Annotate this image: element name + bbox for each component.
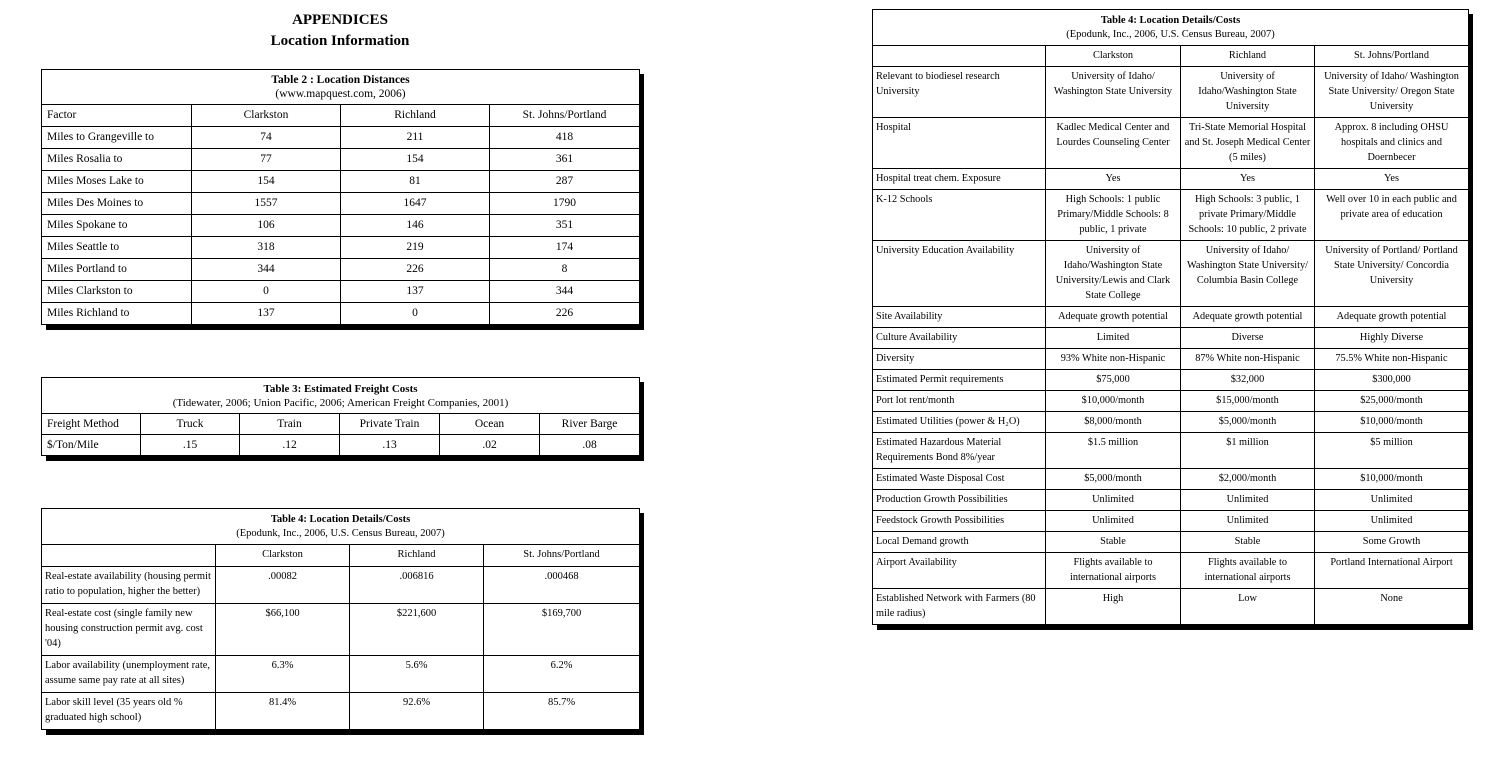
table-cell: 226 xyxy=(341,259,490,281)
table-row xyxy=(42,656,640,693)
table-cell: 85.7% xyxy=(484,693,640,730)
row-label: Port lot rent/month xyxy=(873,391,1046,412)
table-cell: 74 xyxy=(192,127,341,149)
row-label: Miles Richland to xyxy=(42,303,192,325)
row-label: K-12 Schools xyxy=(873,190,1046,241)
table-cell: 174 xyxy=(490,237,640,259)
table-cell: None xyxy=(1315,589,1469,625)
column-header xyxy=(873,46,1046,67)
table-row xyxy=(873,328,1469,349)
table-row xyxy=(42,259,640,281)
table-cell: $8,000/month xyxy=(1046,412,1181,433)
table-cell: 8 xyxy=(490,259,640,281)
table-cell: .000468 xyxy=(484,567,640,604)
table-cell: Kadlec Medical Center and Lourdes Counseling Center xyxy=(1046,118,1181,169)
table-cell: Some Growth xyxy=(1315,532,1469,553)
table-row xyxy=(873,391,1469,412)
table-cell: $2,000/month xyxy=(1181,469,1315,490)
row-label: Estimated Permit requirements xyxy=(873,370,1046,391)
row-label: Hospital treat chem. Exposure xyxy=(873,169,1046,190)
row-label: Real-estate availability (housing permit ratio to population, higher the better) xyxy=(42,567,216,604)
row-label: Airport Availability xyxy=(873,553,1046,589)
table-row xyxy=(42,215,640,237)
table-row xyxy=(873,553,1469,589)
column-header: Ocean xyxy=(440,414,540,435)
table-cell: $5,000/month xyxy=(1046,469,1181,490)
table-cell: $169,700 xyxy=(484,604,640,656)
table-cell: $32,000 xyxy=(1181,370,1315,391)
table-header-row xyxy=(42,105,640,127)
table-cell: 344 xyxy=(490,281,640,303)
table-cell: Unlimited xyxy=(1315,511,1469,532)
table-cell: Adequate growth potential xyxy=(1046,307,1181,328)
table-cell: $25,000/month xyxy=(1315,391,1469,412)
table-cell: University of Idaho/Washington State University xyxy=(1181,67,1315,118)
table-cell: Unlimited xyxy=(1181,511,1315,532)
table-row xyxy=(42,193,640,215)
table-cell: 318 xyxy=(192,237,341,259)
table-cell: Yes xyxy=(1046,169,1181,190)
table-cell: $1 million xyxy=(1181,433,1315,469)
row-label: Miles Des Moines to xyxy=(42,193,192,215)
table-source: (www.mapquest.com, 2006) xyxy=(275,88,406,100)
table-cell: High xyxy=(1046,589,1181,625)
table-cell: .08 xyxy=(540,435,640,456)
table-row xyxy=(873,241,1469,307)
table-cell: $75,000 xyxy=(1046,370,1181,391)
table-cell: Unlimited xyxy=(1046,490,1181,511)
table-row xyxy=(873,118,1469,169)
table-cell: $221,600 xyxy=(350,604,484,656)
heading-line2: Location Information xyxy=(270,33,410,49)
table-cell: Stable xyxy=(1046,532,1181,553)
table-cell: Unlimited xyxy=(1181,490,1315,511)
table-cell: University of Idaho/Washington State University/Lewis and Clark State College xyxy=(1046,241,1181,307)
row-label: Labor availability (unemployment rate, assume same pay rate at all sites) xyxy=(42,656,216,693)
column-header xyxy=(42,545,216,567)
column-header: Freight Method xyxy=(42,414,141,435)
table-cell: Highly Diverse xyxy=(1315,328,1469,349)
table-cell: University of Idaho/ Washington State University/ Columbia Basin College xyxy=(1181,241,1315,307)
table-header-row xyxy=(873,46,1469,67)
table-cell: .00082 xyxy=(216,567,350,604)
table-cell: Adequate growth potential xyxy=(1181,307,1315,328)
table-cell: 287 xyxy=(490,171,640,193)
table-cell: 1647 xyxy=(341,193,490,215)
table-cell: $1.5 million xyxy=(1046,433,1181,469)
table-cell: University of Portland/ Portland State University/ Concordia University xyxy=(1315,241,1469,307)
table-cell: $10,000/month xyxy=(1315,469,1469,490)
row-label: Local Demand growth xyxy=(873,532,1046,553)
table-cell: 1790 xyxy=(490,193,640,215)
table-cell: 0 xyxy=(341,303,490,325)
column-header: Richland xyxy=(341,105,490,127)
row-label: Diversity xyxy=(873,349,1046,370)
table-cell: Portland International Airport xyxy=(1315,553,1469,589)
table-cell: Flights available to international airports xyxy=(1046,553,1181,589)
table-cell: .006816 xyxy=(350,567,484,604)
table-cell: 93% White non-Hispanic xyxy=(1046,349,1181,370)
table-cell: 137 xyxy=(341,281,490,303)
table-cell: .12 xyxy=(240,435,340,456)
column-header: Truck xyxy=(141,414,240,435)
table-source: (Epodunk, Inc., 2006, U.S. Census Bureau, 2007) xyxy=(1066,29,1275,40)
table-row xyxy=(42,281,640,303)
table-cell: Flights available to international airports xyxy=(1181,553,1315,589)
table-cell: Unlimited xyxy=(1315,490,1469,511)
row-label: Established Network with Farmers (80 mile radius) xyxy=(873,589,1046,625)
column-header: Train xyxy=(240,414,340,435)
column-header: St. Johns/Portland xyxy=(490,105,640,127)
table-cell: 87% White non-Hispanic xyxy=(1181,349,1315,370)
table-cell: University of Idaho/ Washington State University xyxy=(1046,67,1181,118)
table-cell: $5,000/month xyxy=(1181,412,1315,433)
table-cell: Yes xyxy=(1181,169,1315,190)
table-row xyxy=(873,412,1469,433)
table-caption-row xyxy=(42,70,640,105)
table-row xyxy=(42,303,640,325)
table-source: (Tidewater, 2006; Union Pacific, 2006; American Freight Companies, 2001) xyxy=(172,397,509,409)
row-label: Miles Portland to xyxy=(42,259,192,281)
table-row xyxy=(42,604,640,656)
row-label: Miles Seattle to xyxy=(42,237,192,259)
table-row xyxy=(42,127,640,149)
row-label: Relevant to biodiesel research University xyxy=(873,67,1046,118)
table-row xyxy=(873,307,1469,328)
table-title: Table 4: Location Details/Costs xyxy=(1100,15,1241,26)
row-label: Miles Spokane to xyxy=(42,215,192,237)
table-caption xyxy=(42,70,640,105)
table4-location-costs-left xyxy=(41,508,639,730)
table-cell: 137 xyxy=(192,303,341,325)
table-cell: Unlimited xyxy=(1046,511,1181,532)
row-label: Miles to Grangeville to xyxy=(42,127,192,149)
table-cell: 146 xyxy=(341,215,490,237)
row-label: Estimated Hazardous Material Requirements Bond 8%/year xyxy=(873,433,1046,469)
table-cell: $300,000 xyxy=(1315,370,1469,391)
table-row xyxy=(873,469,1469,490)
table-cell: 6.3% xyxy=(216,656,350,693)
row-label: University Education Availability xyxy=(873,241,1046,307)
table-row xyxy=(42,435,640,456)
table-row xyxy=(873,490,1469,511)
column-header: Private Train xyxy=(340,414,440,435)
table-caption-row xyxy=(42,378,640,414)
table-title: Table 3: Estimated Freight Costs xyxy=(263,383,418,395)
table2-location-distances xyxy=(41,69,639,325)
table-cell: 154 xyxy=(192,171,341,193)
table-cell: 81.4% xyxy=(216,693,350,730)
table-cell: .02 xyxy=(440,435,540,456)
table-row xyxy=(873,370,1469,391)
table-cell: 351 xyxy=(490,215,640,237)
table4-location-costs-right xyxy=(872,9,1468,625)
table-cell: 77 xyxy=(192,149,341,171)
table-row xyxy=(42,693,640,730)
table-cell: 154 xyxy=(341,149,490,171)
table-row xyxy=(42,171,640,193)
table-cell: Yes xyxy=(1315,169,1469,190)
row-label: Site Availability xyxy=(873,307,1046,328)
table-cell: University of Idaho/ Washington State University/ Oregon State University xyxy=(1315,67,1469,118)
row-label: Culture Availability xyxy=(873,328,1046,349)
table-row xyxy=(873,169,1469,190)
table-cell: 226 xyxy=(490,303,640,325)
row-label: Hospital xyxy=(873,118,1046,169)
row-label: Miles Moses Lake to xyxy=(42,171,192,193)
column-header: St. Johns/Portland xyxy=(484,545,640,567)
table-title: Table 4: Location Details/Costs xyxy=(270,514,411,525)
table-cell: Tri-State Memorial Hospital and St. Joseph Medical Center (5 miles) xyxy=(1181,118,1315,169)
table-cell: $5 million xyxy=(1315,433,1469,469)
table-cell: 5.6% xyxy=(350,656,484,693)
table-row xyxy=(42,149,640,171)
table-caption-row xyxy=(42,509,640,545)
table-row xyxy=(873,532,1469,553)
table-row xyxy=(873,67,1469,118)
column-header: St. Johns/Portland xyxy=(1315,46,1469,67)
table-row xyxy=(873,511,1469,532)
table-cell: .15 xyxy=(141,435,240,456)
table-cell: 106 xyxy=(192,215,341,237)
row-label: Miles Rosalia to xyxy=(42,149,192,171)
table-cell: Stable xyxy=(1181,532,1315,553)
table-cell: $66,100 xyxy=(216,604,350,656)
table-cell: 361 xyxy=(490,149,640,171)
table-cell: 344 xyxy=(192,259,341,281)
table-cell: High Schools: 3 public, 1 private Primary/Middle Schools: 10 public, 2 private xyxy=(1181,190,1315,241)
column-header: Factor xyxy=(42,105,192,127)
table-cell: Diverse xyxy=(1181,328,1315,349)
row-label: Miles Clarkston to xyxy=(42,281,192,303)
table-caption xyxy=(42,509,640,545)
row-label: Feedstock Growth Possibilities xyxy=(873,511,1046,532)
table-cell: 81 xyxy=(341,171,490,193)
row-label: Production Growth Possibilities xyxy=(873,490,1046,511)
table-row xyxy=(873,190,1469,241)
table-title: Table 2 : Location Distances xyxy=(271,74,410,86)
row-label: Labor skill level (35 years old % graduated high school) xyxy=(42,693,216,730)
table-cell: 92.6% xyxy=(350,693,484,730)
row-label: Real-estate cost (single family new housing construction permit avg. cost '04) xyxy=(42,604,216,656)
table-cell: Approx. 8 including OHSU hospitals and clinics and Doernbecer xyxy=(1315,118,1469,169)
table-cell: Low xyxy=(1181,589,1315,625)
table-row xyxy=(873,433,1469,469)
table-cell: 219 xyxy=(341,237,490,259)
row-label: Estimated Utilities (power & H₂O) xyxy=(873,412,1046,433)
table-cell: 418 xyxy=(490,127,640,149)
column-header: Clarkston xyxy=(1046,46,1181,67)
table-caption-row xyxy=(873,10,1469,46)
table-cell: Limited xyxy=(1046,328,1181,349)
table-cell: Adequate growth potential xyxy=(1315,307,1469,328)
table-cell: 211 xyxy=(341,127,490,149)
table-row xyxy=(42,237,640,259)
table-cell: $15,000/month xyxy=(1181,391,1315,412)
table3-freight-costs xyxy=(41,377,639,456)
table-cell: 0 xyxy=(192,281,341,303)
table-header-row xyxy=(42,414,640,435)
column-header: Clarkston xyxy=(192,105,341,127)
table-row xyxy=(873,349,1469,370)
table-caption xyxy=(42,378,640,414)
row-label: $/Ton/Mile xyxy=(42,435,141,456)
table-cell: 1557 xyxy=(192,193,341,215)
column-header: River Barge xyxy=(540,414,640,435)
table-cell: Well over 10 in each public and private area of education xyxy=(1315,190,1469,241)
table-row xyxy=(873,589,1469,625)
column-header: Clarkston xyxy=(216,545,350,567)
appendices-heading xyxy=(195,10,485,52)
row-label: Estimated Waste Disposal Cost xyxy=(873,469,1046,490)
table-header-row xyxy=(42,545,640,567)
table-cell: $10,000/month xyxy=(1046,391,1181,412)
table-cell: .13 xyxy=(340,435,440,456)
table-source: (Epodunk, Inc., 2006, U.S. Census Bureau, 2007) xyxy=(236,528,445,539)
table-cell: 75.5% White non-Hispanic xyxy=(1315,349,1469,370)
table-caption xyxy=(873,10,1469,46)
heading-line1: APPENDICES xyxy=(292,12,388,28)
table-row xyxy=(42,567,640,604)
table-cell: $10,000/month xyxy=(1315,412,1469,433)
column-header: Richland xyxy=(350,545,484,567)
column-header: Richland xyxy=(1181,46,1315,67)
table-cell: High Schools: 1 public Primary/Middle Schools: 8 public, 1 private xyxy=(1046,190,1181,241)
table-cell: 6.2% xyxy=(484,656,640,693)
